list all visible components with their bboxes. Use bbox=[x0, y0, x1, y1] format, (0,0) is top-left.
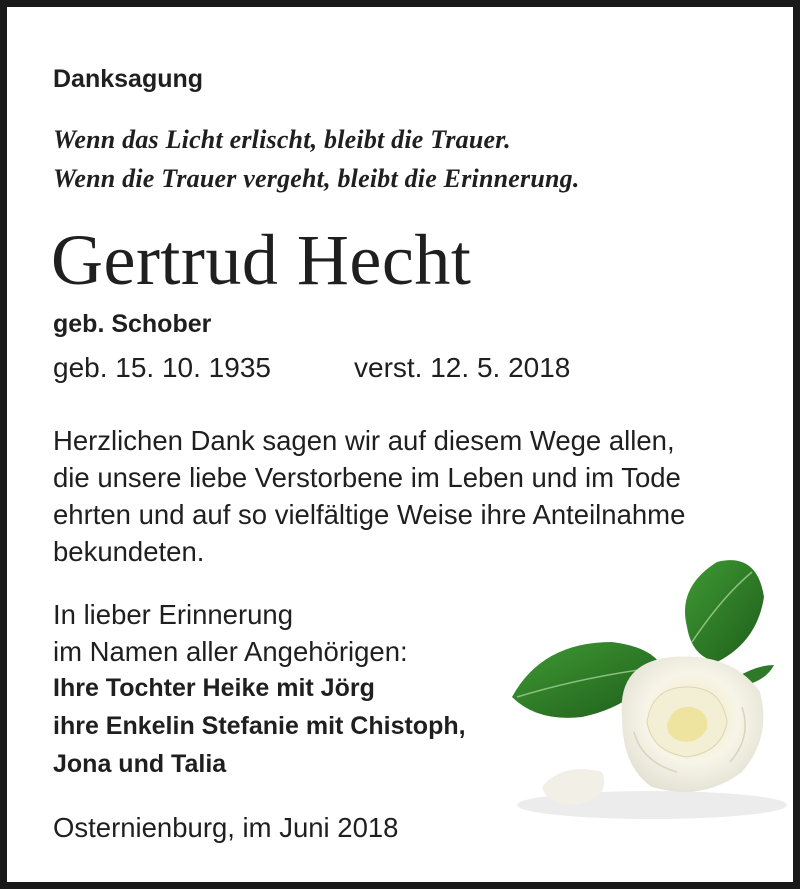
quote-line-1: Wenn das Licht erlischt, bleibt die Trauer. bbox=[53, 125, 511, 154]
body-line-3: ehrten und auf so vielfältige Weise ihre Anteilnahme bbox=[53, 499, 686, 530]
closing-line-1: In lieber Erinnerung bbox=[53, 599, 294, 630]
birth-date: geb. 15. 10. 1935 bbox=[53, 352, 271, 383]
maiden-name: geb. Schober bbox=[53, 310, 212, 338]
heading: Danksagung bbox=[53, 65, 204, 93]
body-line-1: Herzlichen Dank sagen wir auf diesem Wege allen, bbox=[53, 425, 675, 456]
signatory-2: ihre Enkelin Stefanie mit Chistoph, bbox=[53, 712, 466, 740]
body-line-2: die unsere liebe Verstorbene im Leben und im Tode bbox=[53, 462, 681, 493]
signatory-1: Ihre Tochter Heike mit Jörg bbox=[53, 674, 375, 702]
white-rose-icon bbox=[502, 547, 792, 827]
deceased-name: Gertrud Hecht bbox=[51, 220, 472, 300]
death-date: verst. 12. 5. 2018 bbox=[354, 352, 571, 383]
body-line-4: bekundeten. bbox=[53, 536, 205, 567]
closing-line-2: im Namen aller Angehörigen: bbox=[53, 636, 408, 667]
signatory-3: Jona und Talia bbox=[53, 750, 227, 778]
place-date: Osternienburg, im Juni 2018 bbox=[53, 812, 399, 843]
quote-line-2: Wenn die Trauer vergeht, bleibt die Erinnerung. bbox=[53, 164, 580, 193]
